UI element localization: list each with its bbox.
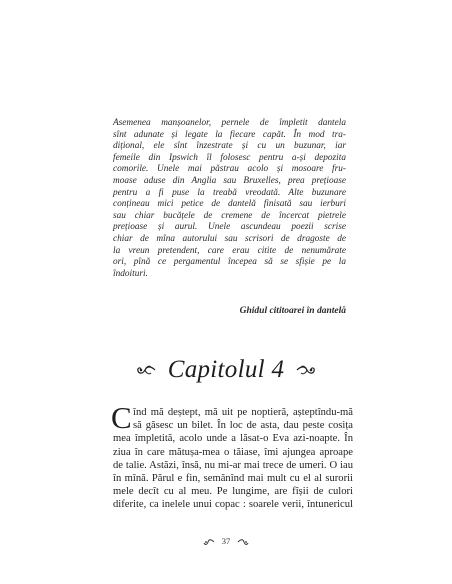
body-line: în mînă. Părul e fin, semănînd mai mult cu el al surorii	[113, 473, 353, 485]
epigraph-line: Asemenea manșoanelor, pernele de împletit dantela	[113, 118, 346, 128]
epigraph-source: Ghidul cititoarei în dantelă	[239, 306, 346, 316]
epigraph-line: dițional, ele sînt înzestrate și cu un buzunar, iar	[113, 141, 346, 152]
body-line: de talie. Astăzi, însă, nu mi-ar mai trece de umeri. O iau	[113, 459, 353, 471]
chapter-body	[111, 400, 353, 512]
footer-ornament-left-icon	[203, 538, 215, 546]
epigraph-line: pentru a fi puse la treabă vreodată. Alte buzunare	[113, 187, 346, 198]
epigraph-line: sau chiar bucățele de cremene de încercat pietrele	[113, 210, 346, 221]
body-line: ziua în care mătușa-mea o tăiase, îmi ajungea aproape	[113, 446, 353, 458]
epigraph-line: conțineau mici petice de dantelă finisată sau ierburi	[113, 199, 346, 210]
body-line: mele decît cu al meu. Pe lungime, are fîșii de culori	[113, 486, 353, 498]
flourish-right-icon	[295, 363, 317, 377]
page-footer	[0, 536, 452, 546]
chapter-title: Capitolul 4	[167, 356, 285, 383]
body-line: înd mă deștept, mă uit pe noptieră, așteptîndu-mă	[133, 407, 353, 418]
epigraph-line: chiar de mîna autorului sau scrisori de dragoste de	[113, 233, 346, 244]
body-line: mea împletită, acolo unde a lăsat-o Eva azi-noapte. În	[113, 433, 353, 445]
page-number: 37	[221, 536, 231, 546]
epigraph-line: la vreun pretendent, care erau citite de nenumărate	[113, 245, 346, 256]
epigraph-line: comorile. Unele mai păstrau acolo și mosoare fru-	[113, 164, 346, 175]
body-line: diferite, ca inelele unui copac : soarele verii, întunericul	[113, 499, 353, 511]
footer-ornament-right-icon	[237, 538, 249, 546]
drop-cap: C	[111, 400, 132, 435]
epigraph-line: femeile din Ipswich îl folosesc pentru a-și depozita	[113, 152, 346, 163]
epigraph-line: sînt adunate și legate la fiecare capăt. În mod tra-	[113, 129, 346, 140]
epigraph-line: ori, pînă ce pergamentul începea să se sfișie pe la	[113, 257, 346, 268]
epigraph-line: îndoituri.	[113, 268, 148, 279]
epigraph-line: moase aduse din Anglia sau Bruxelles, prea prețioase	[113, 175, 346, 186]
epigraph-line: prețioase și aurul. Unele ascundeau poezii scrise	[113, 222, 346, 233]
flourish-left-icon	[135, 363, 157, 377]
chapter-heading	[0, 356, 452, 386]
epigraph	[113, 118, 346, 280]
body-line: să găsesc un bilet. În loc de asta, dau peste cosița	[133, 420, 353, 432]
